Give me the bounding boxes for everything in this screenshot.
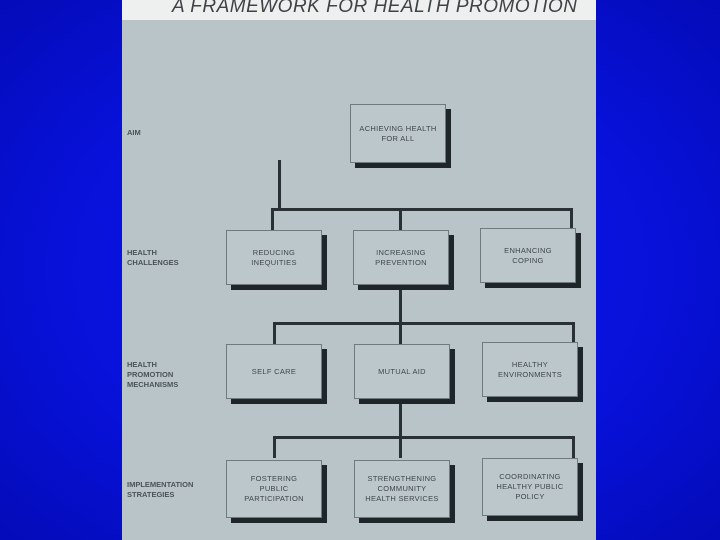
mechanism-box-mutual-aid: MUTUAL AID [354, 344, 450, 399]
title-band [122, 0, 596, 20]
row-label-health-promotion-mechanisms: HEALTH PROMOTION MECHANISMS [127, 360, 179, 389]
aim-box: ACHIEVING HEALTH FOR ALL [350, 104, 446, 163]
connector-challenge-1 [271, 208, 274, 230]
connector-mechanism-3 [572, 322, 575, 344]
row-label-aim: AIM [127, 128, 141, 137]
challenge-box-reducing-inequities: REDUCING INEQUITIES [226, 230, 322, 285]
connector-bus-challenges [271, 208, 573, 211]
strategy-box-fostering-public-participation: FOSTERING PUBLIC PARTICIPATION [226, 460, 322, 518]
challenge-box-enhancing-coping: ENHANCING COPING [480, 228, 576, 283]
connector-bus-mechanisms [273, 322, 575, 325]
connector-challenge-3 [570, 208, 573, 230]
strategy-box-strengthening-community-health-services: STRENGTHENING COMMUNITY HEALTH SERVICES [354, 460, 450, 518]
connector-aim-down [278, 160, 281, 210]
connector-challenges-down [399, 282, 402, 324]
framework-page [122, 0, 596, 540]
connector-mechanism-1 [273, 322, 276, 344]
mechanism-box-self-care: SELF CARE [226, 344, 322, 399]
connector-mechanism-2 [399, 322, 402, 344]
connector-strategy-3 [572, 436, 575, 458]
connector-bus-strategies [273, 436, 575, 439]
connector-challenge-2 [399, 208, 402, 230]
row-label-health-challenges: HEALTH CHALLENGES [127, 248, 179, 267]
connector-strategy-1 [273, 436, 276, 458]
row-label-implementation-strategies: IMPLEMENTATION STRATEGIES [127, 480, 194, 499]
strategy-box-coordinating-healthy-public-policy: COORDINATING HEALTHY PUBLIC POLICY [482, 458, 578, 516]
connector-strategy-2 [399, 436, 402, 458]
mechanism-box-healthy-environments: HEALTHY ENVIRONMENTS [482, 342, 578, 397]
connector-mechanisms-down [399, 396, 402, 438]
page-title: A FRAMEWORK FOR HEALTH PROMOTION [172, 0, 578, 17]
challenge-box-increasing-prevention: INCREASING PREVENTION [353, 230, 449, 285]
